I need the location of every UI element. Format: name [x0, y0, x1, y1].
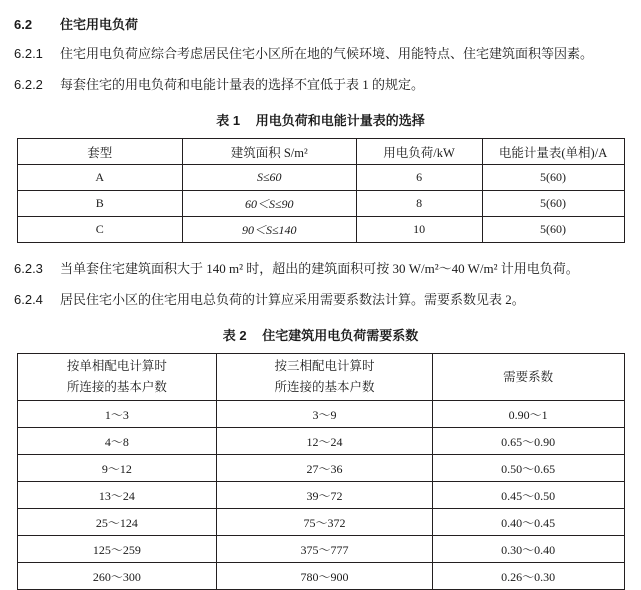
table1-cell-0-0: A [17, 165, 182, 191]
table1-cell-1-1: 60＜S≤90 [182, 191, 356, 217]
table1-cell-1-0: B [17, 191, 182, 217]
table1-cell-2-1: 90＜S≤140 [182, 217, 356, 243]
table1-header-3: 电能计量表(单相)/A [482, 139, 624, 165]
table1-cell-2-2: 10 [356, 217, 482, 243]
table2-cell-2-1: 27～36 [217, 455, 433, 482]
table2-cell-5-2: 0.30～0.40 [432, 536, 624, 563]
paragraph-6-2-1 [14, 44, 627, 64]
paragraph-text: 每套住宅的用电负荷和电能计量表的选择不宜低于表 1 的规定。 [60, 76, 425, 92]
table2-cell-3-0: 13～24 [17, 482, 217, 509]
table2-cell-6-2: 0.26～0.30 [432, 563, 624, 590]
paragraph-6-2-4 [14, 290, 627, 310]
table2-cell-6-1: 780～900 [217, 563, 433, 590]
table1-header-2: 用电负荷/kW [356, 139, 482, 165]
paragraph-6-2-2 [14, 75, 627, 95]
table-row [17, 191, 624, 217]
paragraph-text: 住宅用电负荷应综合考虑居民住宅小区所在地的气候环境、用能特点、住宅建筑面积等因素。 [60, 46, 594, 61]
table1-caption [0, 110, 641, 129]
table2-header-1-line2: 所连接的基本户数 [274, 380, 375, 394]
paragraph-number: 6.2.3 [14, 261, 43, 276]
table-row [17, 563, 624, 590]
paragraph-text: 当单套住宅建筑面积大于 140 m² 时，超出的建筑面积可按 30 W/m²～40 W/m² 计用电负荷。 [60, 261, 579, 276]
table-1 [17, 138, 625, 243]
table2-header-1-line1: 按三相配电计算时 [274, 359, 375, 374]
table2-header-1 [217, 354, 433, 401]
table1-cell-2-0: C [17, 217, 182, 243]
table2-header-2: 需要系数 [432, 354, 624, 401]
table2-cell-1-1: 12～24 [217, 428, 433, 455]
table-header-row [17, 354, 624, 401]
table1-cell-1-3: 5(60) [482, 191, 624, 217]
table2-caption [0, 325, 641, 344]
table2-cell-0-1: 3～9 [217, 401, 433, 428]
table-row [17, 217, 624, 243]
table2-cell-5-0: 125～259 [17, 536, 217, 563]
table1-cell-0-2: 6 [356, 165, 482, 191]
table-header-row [17, 139, 624, 165]
table2-cell-4-2: 0.40～0.45 [432, 509, 624, 536]
table-2 [17, 353, 625, 590]
table2-cell-2-2: 0.50～0.65 [432, 455, 624, 482]
table2-cell-2-0: 9～12 [17, 455, 217, 482]
table-row [17, 165, 624, 191]
table-row [17, 482, 624, 509]
document-page [0, 14, 641, 584]
table2-cell-3-1: 39～72 [217, 482, 433, 509]
table1-cell-0-3: 5(60) [482, 165, 624, 191]
table2-title: 住宅建筑用电负荷需要系数 [262, 328, 419, 343]
table2-cell-0-2: 0.90～1 [432, 401, 624, 428]
section-heading [14, 14, 641, 33]
table2-cell-6-0: 260～300 [17, 563, 217, 590]
table2-cell-3-2: 0.45～0.50 [432, 482, 624, 509]
paragraph-number: 6.2.4 [14, 291, 43, 307]
table2-cell-1-0: 4～8 [17, 428, 217, 455]
table1-header-1: 建筑面积 S/m² [182, 139, 356, 165]
table1-header-0: 套型 [17, 139, 182, 165]
table-row [17, 401, 624, 428]
table2-cell-4-0: 25～124 [17, 509, 217, 536]
table2-cell-4-1: 75～372 [217, 509, 433, 536]
table-row [17, 536, 624, 563]
table-row [17, 455, 624, 482]
paragraph-number: 6.2.1 [14, 46, 43, 61]
paragraph-number: 6.2.2 [14, 76, 43, 92]
table2-header-0-line1: 按单相配电计算时 [66, 359, 167, 374]
table1-cell-1-2: 8 [356, 191, 482, 217]
table2-header-0-line2: 所连接的基本户数 [66, 380, 167, 394]
table1-number: 表 1 [216, 113, 241, 128]
table2-cell-5-1: 375～777 [217, 536, 433, 563]
section-number: 6.2 [14, 17, 33, 32]
table2-number: 表 2 [222, 328, 247, 343]
paragraph-6-2-3 [14, 259, 627, 279]
table1-title: 用电负荷和电能计量表的选择 [255, 113, 425, 128]
table-row [17, 509, 624, 536]
section-title: 住宅用电负荷 [60, 17, 139, 32]
table2-cell-0-0: 1～3 [17, 401, 217, 428]
table1-cell-2-3: 5(60) [482, 217, 624, 243]
paragraph-text: 居民住宅小区的住宅用电总负荷的计算应采用需要系数法计算。需要系数见表 2。 [60, 291, 525, 307]
table1-cell-0-1: S≤60 [182, 165, 356, 191]
table2-cell-1-2: 0.65～0.90 [432, 428, 624, 455]
table2-header-0 [17, 354, 217, 401]
table-row [17, 428, 624, 455]
